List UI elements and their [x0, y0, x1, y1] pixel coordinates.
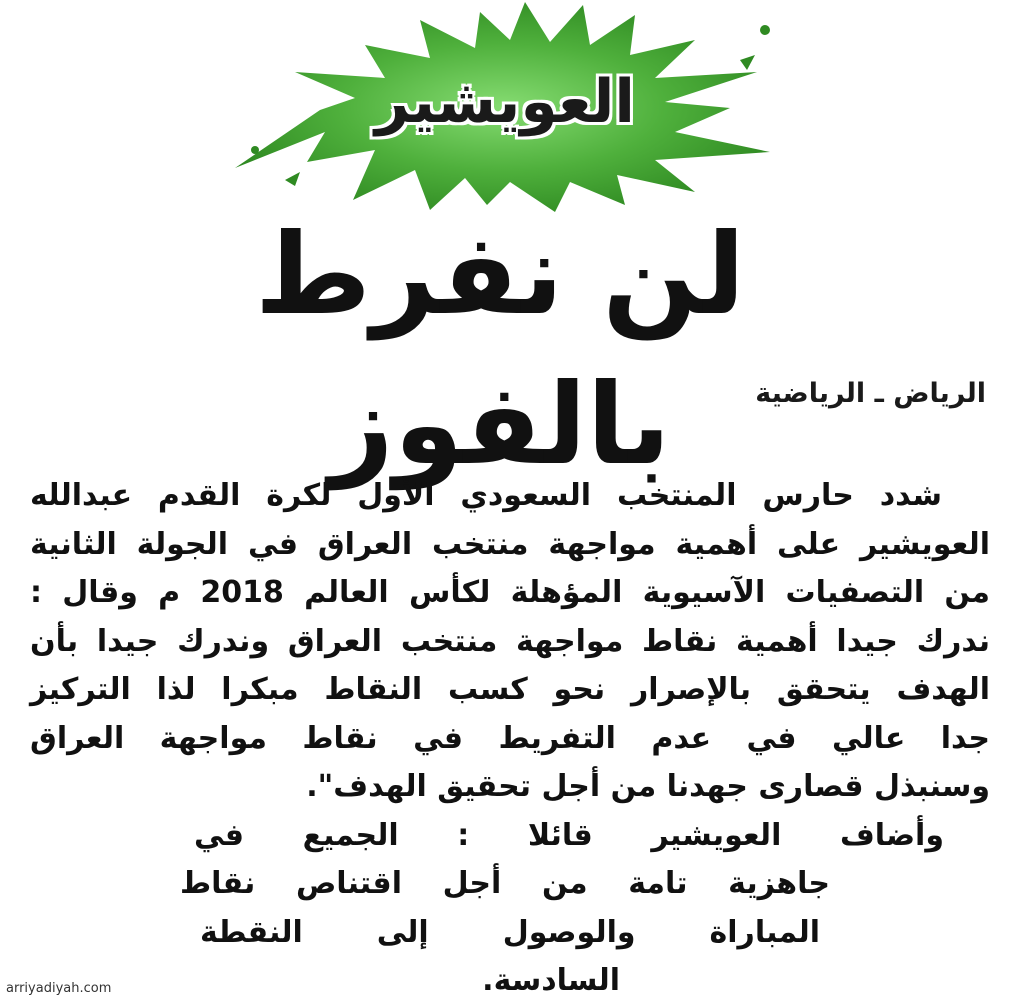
article-line: المباراة والوصول إلى النقطة [200, 914, 820, 950]
article-body [30, 472, 990, 1006]
article-line: شدد حارس المنتخب السعودي الأول لكرة القدم عبدالله [30, 478, 942, 513]
dateline: الرياض ـ الرياضية [755, 378, 986, 409]
article-line: جاهزية تامة من أجل اقتناص نقاط [180, 866, 830, 901]
article-line: وسنبذل قصارى جهدنا من أجل تحقيق الهدف". [306, 769, 990, 804]
article-line: العويشير على أهمية مواجهة منتخب العراق في الجولة الثانية [30, 526, 990, 562]
site-watermark: arriyadiyah.com [6, 981, 112, 996]
article-line: الهدف يتحقق بالإصرار نحو كسب النقاط مبكرا لذا التركيز [30, 672, 990, 707]
article-line: وأضاف العويشير قائلا : الجميع في [194, 817, 944, 853]
kicker-title: العويشير [375, 67, 635, 137]
article-line: ندرك جيدا أهمية نقاط مواجهة منتخب العراق وندرك جيدا بأن [30, 623, 990, 659]
article-line: من التصفيات الآسيوية المؤهلة لكأس العالم 2018 م وقال : [30, 575, 990, 610]
article-line: جدا عالي في عدم التفريط في نقاط مواجهة العراق [30, 720, 990, 756]
article-line: السادسة. [482, 963, 620, 998]
headline: لن نفرط بالفوز [254, 210, 746, 490]
